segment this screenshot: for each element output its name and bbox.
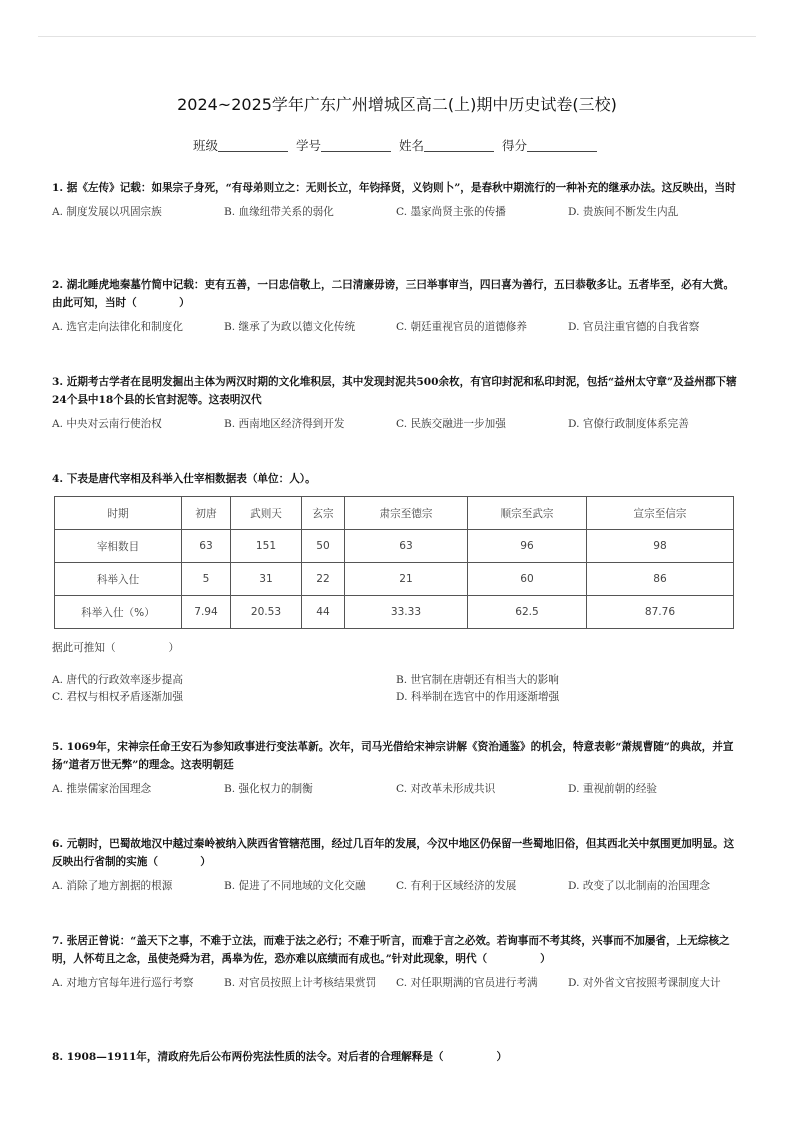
table-cell: 科举入仕 [55, 563, 182, 596]
question-2 [52, 276, 742, 337]
question-4-prompt: 据此可推知（ ） [52, 642, 180, 654]
id-blank[interactable] [321, 139, 391, 152]
table-row [55, 563, 734, 596]
question-stem: 4. 下表是唐代宰相及科举入仕宰相数据表（单位：人）。 [52, 473, 316, 485]
name-blank[interactable] [424, 139, 494, 152]
table-cell: 151 [231, 530, 302, 563]
table-row [55, 530, 734, 563]
data-table [54, 496, 734, 629]
table-header-cell: 初唐 [182, 497, 231, 530]
option-row [52, 781, 742, 799]
option-b[interactable]: B. 对官员按照上计考核结果赏罚 [224, 977, 377, 989]
question-1 [52, 179, 742, 222]
option-b[interactable]: B. 世官制在唐朝还有相当大的影响 [396, 674, 559, 686]
id-label: 学号 [295, 138, 321, 153]
question-stem: 5. 1069年，宋神宗任命王安石为参知政事进行变法革新。次年，司马光借给宋神宗讲解《资治通鉴》的机会，特意表彰“萧规曹随”的典故，并宣扬“道者万世无弊”的理念。这表明朝廷 [52, 741, 734, 771]
table-cell: 31 [231, 563, 302, 596]
table-header-cell: 时期 [55, 497, 182, 530]
question-stem: 1. 据《左传》记载：如果宗子身死，“有母弟则立之：无则长立，年钧择贤，义钧则卜”，是春秋中期流行的一种补充的继承办法。这反映出，当时 [52, 182, 736, 194]
option-c[interactable]: C. 君权与相权矛盾逐渐加强 [52, 691, 183, 703]
table-cell: 20.53 [231, 596, 302, 629]
option-a[interactable]: A. 选官走向法律化和制度化 [52, 321, 183, 333]
table-cell: 60 [468, 563, 587, 596]
table-header-cell: 武则天 [231, 497, 302, 530]
option-row [52, 975, 742, 1009]
option-a[interactable]: A. 唐代的行政效率逐步提高 [52, 674, 183, 686]
name-label: 姓名 [398, 138, 424, 153]
option-b[interactable]: B. 西南地区经济得到开发 [224, 418, 345, 430]
question-stem: 2. 湖北睡虎地秦墓竹简中记载：吏有五善，一曰忠信敬上，二曰清廉毋谤，三曰举事审当，四曰喜为善行，五曰恭敬多让。五者毕至，必有大赏。由此可知，当时（ ） [52, 279, 735, 309]
option-b[interactable]: B. 血缘纽带关系的弱化 [224, 206, 334, 218]
table-header-cell: 顺宗至武宗 [468, 497, 587, 530]
table-cell: 96 [468, 530, 587, 563]
option-c[interactable]: C. 有利于区域经济的发展 [396, 880, 517, 892]
table-cell: 44 [302, 596, 345, 629]
question-5 [52, 738, 742, 799]
question-stem: 6. 元朝时，巴蜀故地汉中越过秦岭被纳入陕西省管辖范围，经过几百年的发展，今汉中地区仍保留一些蜀地旧俗，但其西北关中氛围更加明显。这反映出行省制的实施（ ） [52, 838, 735, 868]
option-c[interactable]: C. 对改革未形成共识 [396, 783, 496, 795]
table-cell: 50 [302, 530, 345, 563]
question-7 [52, 932, 742, 1009]
option-b[interactable]: B. 继承了为政以德文化传统 [224, 321, 356, 333]
option-a[interactable]: A. 推崇儒家治国理念 [52, 783, 152, 795]
table-header-cell: 玄宗 [302, 497, 345, 530]
option-d[interactable]: D. 改变了以北制南的治国理念 [568, 880, 710, 892]
question-6 [52, 835, 742, 896]
option-d[interactable]: D. 贵族间不断发生内乱 [568, 206, 679, 218]
table-cell: 5 [182, 563, 231, 596]
option-c[interactable]: C. 朝廷重视官员的道德修养 [396, 321, 527, 333]
question-3 [52, 373, 742, 434]
option-a[interactable]: A. 对地方官每年进行巡行考察 [52, 977, 194, 989]
option-d[interactable]: D. 官僚行政制度体系完善 [568, 418, 689, 430]
table-cell: 22 [302, 563, 345, 596]
page-title: 2024~2025学年广东广州增城区高二(上)期中历史试卷(三校) [177, 95, 617, 114]
option-b[interactable]: B. 强化权力的制衡 [224, 783, 313, 795]
table-cell: 科举入仕（%） [55, 596, 182, 629]
question-8 [52, 1048, 742, 1066]
option-d[interactable]: D. 重视前朝的经验 [568, 783, 658, 795]
table-cell: 86 [587, 563, 734, 596]
option-a[interactable]: A. 消除了地方割据的根源 [52, 880, 173, 892]
question-stem: 7. 张居正曾说：“盖天下之事，不难于立法，而难于法之必行；不难于听言，而难于言之必效。若询事而不考其终，兴事而不加屡省，上无综核之明，人怀苟且之念，虽使尧舜为君，禹皋为佐，恐亦难以底绩而有成也。”针对此现象，明代（ ） [52, 935, 730, 965]
table-cell: 7.94 [182, 596, 231, 629]
class-label: 班级 [192, 138, 218, 153]
option-b[interactable]: B. 促进了不同地域的文化交融 [224, 880, 366, 892]
table-cell: 63 [345, 530, 468, 563]
top-divider [38, 36, 756, 37]
option-row [52, 416, 742, 434]
score-label: 得分 [501, 138, 527, 153]
option-a[interactable]: A. 制度发展以巩固宗族 [52, 206, 162, 218]
option-row [52, 878, 742, 896]
option-d[interactable]: D. 对外省文官按照考课制度大计 [568, 977, 721, 989]
option-a[interactable]: A. 中央对云南行使治权 [52, 418, 162, 430]
question-stem: 8. 1908—1911年，清政府先后公布两份宪法性质的法令。对后者的合理解释是（ ） [52, 1051, 508, 1063]
table-header-cell: 肃宗至德宗 [345, 497, 468, 530]
table-cell: 63 [182, 530, 231, 563]
table-cell: 33.33 [345, 596, 468, 629]
option-c[interactable]: C. 墨家尚贤主张的传播 [396, 206, 506, 218]
question-stem: 3. 近期考古学者在昆明发掘出主体为两汉时期的文化堆积层，其中发现封泥共500余枚，有官印封泥和私印封泥，包括“益州太守章”及益州郡下辖24个县中18个县的长官封泥等。这表明汉代 [52, 376, 737, 406]
option-d[interactable]: D. 官员注重官德的自我省察 [568, 321, 700, 333]
table-cell: 87.76 [587, 596, 734, 629]
class-blank[interactable] [218, 139, 288, 152]
table-cell: 62.5 [468, 596, 587, 629]
table-header-cell: 宣宗至信宗 [587, 497, 734, 530]
table-header-row [55, 497, 734, 530]
option-c[interactable]: C. 民族交融进一步加强 [396, 418, 506, 430]
question-4-options [52, 666, 742, 706]
student-info-line [0, 136, 794, 154]
option-grid [52, 672, 742, 706]
table-row [55, 596, 734, 629]
option-row [52, 204, 742, 222]
option-c[interactable]: C. 对任职期满的官员进行考满 [396, 977, 538, 989]
table-cell: 98 [587, 530, 734, 563]
question-4 [52, 470, 742, 488]
option-d[interactable]: D. 科举制在选官中的作用逐渐增强 [396, 691, 560, 703]
table-cell: 21 [345, 563, 468, 596]
table-cell: 宰相数目 [55, 530, 182, 563]
score-blank[interactable] [527, 139, 597, 152]
option-row [52, 319, 742, 337]
